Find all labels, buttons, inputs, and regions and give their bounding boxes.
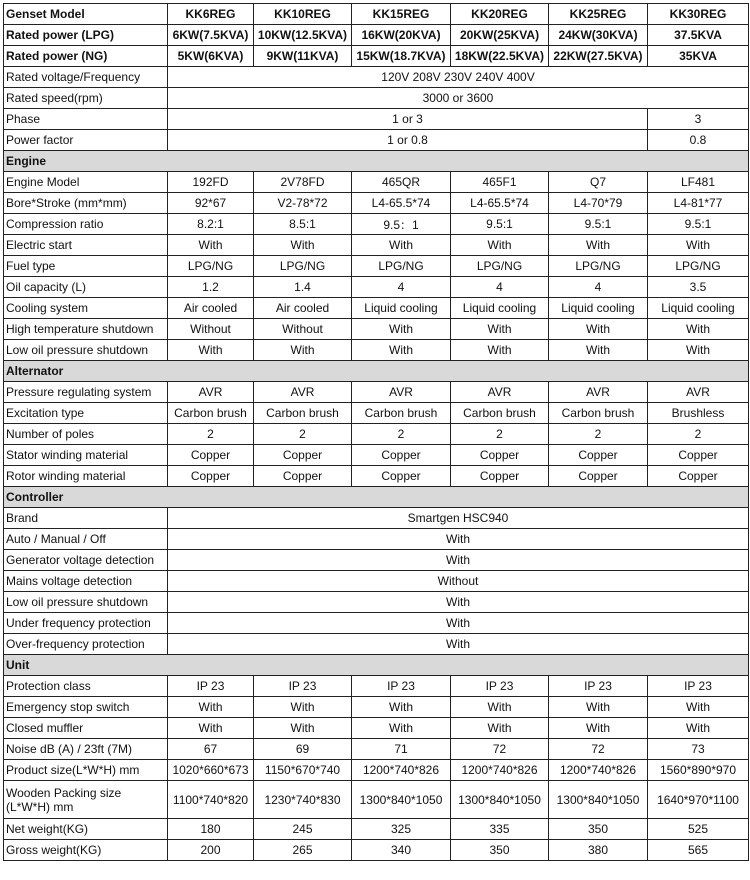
- row-label: Wooden Packing size (L*W*H) mm: [4, 781, 168, 819]
- value-cell: With: [254, 235, 352, 256]
- row-label: Low oil pressure shutdown: [4, 592, 168, 613]
- value-cell: 325: [352, 819, 451, 840]
- value-cell: LPG/NG: [254, 256, 352, 277]
- row-label: Rated power (LPG): [4, 25, 168, 46]
- value-cell: 1100*740*820: [168, 781, 254, 819]
- table-row: [4, 298, 749, 319]
- row-label: Compression ratio: [4, 214, 168, 235]
- table-row: [4, 634, 749, 655]
- table-row: [4, 382, 749, 403]
- value-cell: 350: [549, 819, 648, 840]
- value-cell: L4-65.5*74: [352, 193, 451, 214]
- value-cell: 15KW(18.7KVA): [352, 46, 451, 67]
- value-cell: 2: [648, 424, 749, 445]
- value-cell: 1230*740*830: [254, 781, 352, 819]
- row-label: Rotor winding material: [4, 466, 168, 487]
- value-cell: 20KW(25KVA): [451, 25, 549, 46]
- row-label: Power factor: [4, 130, 168, 151]
- value-cell: KK20REG: [451, 4, 549, 25]
- table-row: [4, 466, 749, 487]
- row-label: Closed muffler: [4, 718, 168, 739]
- value-cell: 4: [549, 277, 648, 298]
- row-label: Net weight(KG): [4, 819, 168, 840]
- value-cell: 1150*670*740: [254, 760, 352, 781]
- section-header-row: [4, 361, 749, 382]
- value-cell: With: [549, 319, 648, 340]
- row-label: Product size(L*W*H) mm: [4, 760, 168, 781]
- value-cell: L4-65.5*74: [451, 193, 549, 214]
- value-cell: 6KW(7.5KVA): [168, 25, 254, 46]
- value-cell: 3: [648, 109, 749, 130]
- value-cell: 1560*890*970: [648, 760, 749, 781]
- value-cell: Copper: [648, 466, 749, 487]
- value-cell: 71: [352, 739, 451, 760]
- value-cell: 4: [352, 277, 451, 298]
- row-label: Brand: [4, 508, 168, 529]
- value-cell: Copper: [648, 445, 749, 466]
- value-cell: 69: [254, 739, 352, 760]
- value-cell: 1640*970*1100: [648, 781, 749, 819]
- value-cell: Without: [254, 319, 352, 340]
- value-cell: 24KW(30KVA): [549, 25, 648, 46]
- value-cell: With: [168, 529, 749, 550]
- value-cell: 35KVA: [648, 46, 749, 67]
- table-row: [4, 760, 749, 781]
- value-cell: With: [549, 235, 648, 256]
- value-cell: With: [352, 235, 451, 256]
- value-cell: Without: [168, 319, 254, 340]
- table-row: [4, 550, 749, 571]
- value-cell: 37.5KVA: [648, 25, 749, 46]
- value-cell: With: [168, 340, 254, 361]
- row-label: Generator voltage detection: [4, 550, 168, 571]
- value-cell: Liquid cooling: [451, 298, 549, 319]
- value-cell: 525: [648, 819, 749, 840]
- value-cell: 3000 or 3600: [168, 88, 749, 109]
- value-cell: 9.5:1: [648, 214, 749, 235]
- value-cell: 2: [168, 424, 254, 445]
- table-row: [4, 739, 749, 760]
- value-cell: 1020*660*673: [168, 760, 254, 781]
- table-row: [4, 592, 749, 613]
- value-cell: 72: [549, 739, 648, 760]
- value-cell: With: [352, 319, 451, 340]
- value-cell: 10KW(12.5KVA): [254, 25, 352, 46]
- value-cell: IP 23: [451, 676, 549, 697]
- value-cell: Copper: [549, 466, 648, 487]
- value-cell: AVR: [549, 382, 648, 403]
- row-label: Over-frequency protection: [4, 634, 168, 655]
- spec-table-body: [4, 4, 749, 861]
- value-cell: LPG/NG: [549, 256, 648, 277]
- row-label: Genset Model: [4, 4, 168, 25]
- value-cell: Copper: [168, 466, 254, 487]
- table-row: [4, 46, 749, 67]
- value-cell: Liquid cooling: [648, 298, 749, 319]
- value-cell: 380: [549, 840, 648, 861]
- table-row: [4, 445, 749, 466]
- row-label: Phase: [4, 109, 168, 130]
- value-cell: 1300*840*1050: [352, 781, 451, 819]
- value-cell: Carbon brush: [549, 403, 648, 424]
- value-cell: 465QR: [352, 172, 451, 193]
- table-row: [4, 529, 749, 550]
- row-label: Auto / Manual / Off: [4, 529, 168, 550]
- value-cell: Brushless: [648, 403, 749, 424]
- value-cell: 350: [451, 840, 549, 861]
- value-cell: With: [168, 697, 254, 718]
- table-row: [4, 193, 749, 214]
- value-cell: With: [352, 697, 451, 718]
- value-cell: 4: [451, 277, 549, 298]
- value-cell: V2-78*72: [254, 193, 352, 214]
- value-cell: Liquid cooling: [352, 298, 451, 319]
- value-cell: IP 23: [254, 676, 352, 697]
- value-cell: With: [352, 718, 451, 739]
- value-cell: 92*67: [168, 193, 254, 214]
- value-cell: With: [451, 718, 549, 739]
- table-row: [4, 109, 749, 130]
- value-cell: 1300*840*1050: [549, 781, 648, 819]
- value-cell: Copper: [254, 445, 352, 466]
- value-cell: 0.8: [648, 130, 749, 151]
- row-label: Cooling system: [4, 298, 168, 319]
- value-cell: With: [648, 697, 749, 718]
- value-cell: AVR: [254, 382, 352, 403]
- value-cell: With: [648, 319, 749, 340]
- value-cell: 73: [648, 739, 749, 760]
- value-cell: KK25REG: [549, 4, 648, 25]
- row-label: Stator winding material: [4, 445, 168, 466]
- value-cell: 335: [451, 819, 549, 840]
- row-label: Mains voltage detection: [4, 571, 168, 592]
- value-cell: Carbon brush: [254, 403, 352, 424]
- table-row: [4, 840, 749, 861]
- value-cell: Carbon brush: [352, 403, 451, 424]
- value-cell: Copper: [549, 445, 648, 466]
- value-cell: 16KW(20KVA): [352, 25, 451, 46]
- value-cell: With: [168, 613, 749, 634]
- row-label: Number of poles: [4, 424, 168, 445]
- value-cell: 8.5:1: [254, 214, 352, 235]
- value-cell: With: [549, 340, 648, 361]
- value-cell: 1 or 3: [168, 109, 648, 130]
- value-cell: 1300*840*1050: [451, 781, 549, 819]
- table-row: [4, 819, 749, 840]
- value-cell: Q7: [549, 172, 648, 193]
- value-cell: 18KW(22.5KVA): [451, 46, 549, 67]
- value-cell: 120V 208V 230V 240V 400V: [168, 67, 749, 88]
- value-cell: Copper: [451, 445, 549, 466]
- value-cell: 5KW(6KVA): [168, 46, 254, 67]
- value-cell: With: [168, 634, 749, 655]
- value-cell: 1200*740*826: [352, 760, 451, 781]
- value-cell: KK30REG: [648, 4, 749, 25]
- table-row: [4, 277, 749, 298]
- value-cell: 67: [168, 739, 254, 760]
- value-cell: Air cooled: [254, 298, 352, 319]
- row-label: Low oil pressure shutdown: [4, 340, 168, 361]
- value-cell: AVR: [168, 382, 254, 403]
- value-cell: LPG/NG: [352, 256, 451, 277]
- value-cell: 2: [549, 424, 648, 445]
- table-row: [4, 130, 749, 151]
- section-title: Controller: [4, 487, 749, 508]
- value-cell: 9.5：1: [352, 214, 451, 235]
- value-cell: 9.5:1: [549, 214, 648, 235]
- value-cell: Copper: [254, 466, 352, 487]
- value-cell: With: [168, 718, 254, 739]
- value-cell: Air cooled: [168, 298, 254, 319]
- row-label: Noise dB (A) / 23ft (7M): [4, 739, 168, 760]
- section-header-row: [4, 151, 749, 172]
- table-row: [4, 67, 749, 88]
- table-row: [4, 424, 749, 445]
- table-row: [4, 4, 749, 25]
- value-cell: 2V78FD: [254, 172, 352, 193]
- row-label: Emergency stop switch: [4, 697, 168, 718]
- value-cell: With: [451, 319, 549, 340]
- value-cell: IP 23: [168, 676, 254, 697]
- row-label: Electric start: [4, 235, 168, 256]
- value-cell: With: [254, 340, 352, 361]
- value-cell: AVR: [648, 382, 749, 403]
- row-label: Bore*Stroke (mm*mm): [4, 193, 168, 214]
- value-cell: 8.2:1: [168, 214, 254, 235]
- row-label: Oil capacity (L): [4, 277, 168, 298]
- value-cell: With: [549, 718, 648, 739]
- value-cell: KK10REG: [254, 4, 352, 25]
- table-row: [4, 340, 749, 361]
- value-cell: 3.5: [648, 277, 749, 298]
- row-label: Engine Model: [4, 172, 168, 193]
- table-row: [4, 508, 749, 529]
- value-cell: 180: [168, 819, 254, 840]
- row-label: Excitation type: [4, 403, 168, 424]
- value-cell: LPG/NG: [648, 256, 749, 277]
- table-row: [4, 718, 749, 739]
- value-cell: With: [254, 718, 352, 739]
- value-cell: 465F1: [451, 172, 549, 193]
- value-cell: 72: [451, 739, 549, 760]
- table-row: [4, 256, 749, 277]
- value-cell: Smartgen HSC940: [168, 508, 749, 529]
- row-label: Protection class: [4, 676, 168, 697]
- row-label: Rated speed(rpm): [4, 88, 168, 109]
- row-label: Under frequency protection: [4, 613, 168, 634]
- value-cell: 265: [254, 840, 352, 861]
- value-cell: 340: [352, 840, 451, 861]
- value-cell: IP 23: [549, 676, 648, 697]
- value-cell: Liquid cooling: [549, 298, 648, 319]
- row-label: Rated power (NG): [4, 46, 168, 67]
- value-cell: 1200*740*826: [549, 760, 648, 781]
- value-cell: With: [451, 697, 549, 718]
- value-cell: Carbon brush: [451, 403, 549, 424]
- value-cell: Copper: [451, 466, 549, 487]
- value-cell: With: [254, 697, 352, 718]
- value-cell: 9.5:1: [451, 214, 549, 235]
- table-row: [4, 781, 749, 819]
- value-cell: With: [648, 340, 749, 361]
- value-cell: Copper: [352, 466, 451, 487]
- value-cell: 565: [648, 840, 749, 861]
- value-cell: Without: [168, 571, 749, 592]
- row-label: Rated voltage/Frequency: [4, 67, 168, 88]
- value-cell: L4-70*79: [549, 193, 648, 214]
- value-cell: KK6REG: [168, 4, 254, 25]
- value-cell: LF481: [648, 172, 749, 193]
- row-label: Gross weight(KG): [4, 840, 168, 861]
- value-cell: 200: [168, 840, 254, 861]
- section-title: Engine: [4, 151, 749, 172]
- value-cell: 2: [352, 424, 451, 445]
- table-row: [4, 613, 749, 634]
- section-title: Unit: [4, 655, 749, 676]
- table-row: [4, 571, 749, 592]
- value-cell: With: [352, 340, 451, 361]
- value-cell: With: [168, 235, 254, 256]
- table-row: [4, 25, 749, 46]
- table-row: [4, 235, 749, 256]
- value-cell: With: [451, 235, 549, 256]
- value-cell: AVR: [451, 382, 549, 403]
- value-cell: 1.2: [168, 277, 254, 298]
- section-title: Alternator: [4, 361, 749, 382]
- value-cell: With: [168, 550, 749, 571]
- value-cell: With: [648, 718, 749, 739]
- value-cell: 245: [254, 819, 352, 840]
- value-cell: With: [168, 592, 749, 613]
- value-cell: 9KW(11KVA): [254, 46, 352, 67]
- genset-spec-table: [3, 3, 749, 861]
- table-row: [4, 676, 749, 697]
- value-cell: LPG/NG: [168, 256, 254, 277]
- value-cell: With: [451, 340, 549, 361]
- value-cell: 192FD: [168, 172, 254, 193]
- table-row: [4, 697, 749, 718]
- row-label: Pressure regulating system: [4, 382, 168, 403]
- table-row: [4, 403, 749, 424]
- value-cell: 1 or 0.8: [168, 130, 648, 151]
- value-cell: 22KW(27.5KVA): [549, 46, 648, 67]
- value-cell: IP 23: [352, 676, 451, 697]
- row-label: Fuel type: [4, 256, 168, 277]
- section-header-row: [4, 655, 749, 676]
- table-row: [4, 214, 749, 235]
- value-cell: Copper: [168, 445, 254, 466]
- value-cell: AVR: [352, 382, 451, 403]
- value-cell: With: [648, 235, 749, 256]
- table-row: [4, 319, 749, 340]
- table-row: [4, 88, 749, 109]
- section-header-row: [4, 487, 749, 508]
- value-cell: 1.4: [254, 277, 352, 298]
- value-cell: LPG/NG: [451, 256, 549, 277]
- value-cell: L4-81*77: [648, 193, 749, 214]
- value-cell: 2: [451, 424, 549, 445]
- table-row: [4, 172, 749, 193]
- value-cell: Copper: [352, 445, 451, 466]
- value-cell: KK15REG: [352, 4, 451, 25]
- value-cell: IP 23: [648, 676, 749, 697]
- value-cell: 2: [254, 424, 352, 445]
- value-cell: 1200*740*826: [451, 760, 549, 781]
- value-cell: With: [549, 697, 648, 718]
- value-cell: Carbon brush: [168, 403, 254, 424]
- row-label: High temperature shutdown: [4, 319, 168, 340]
